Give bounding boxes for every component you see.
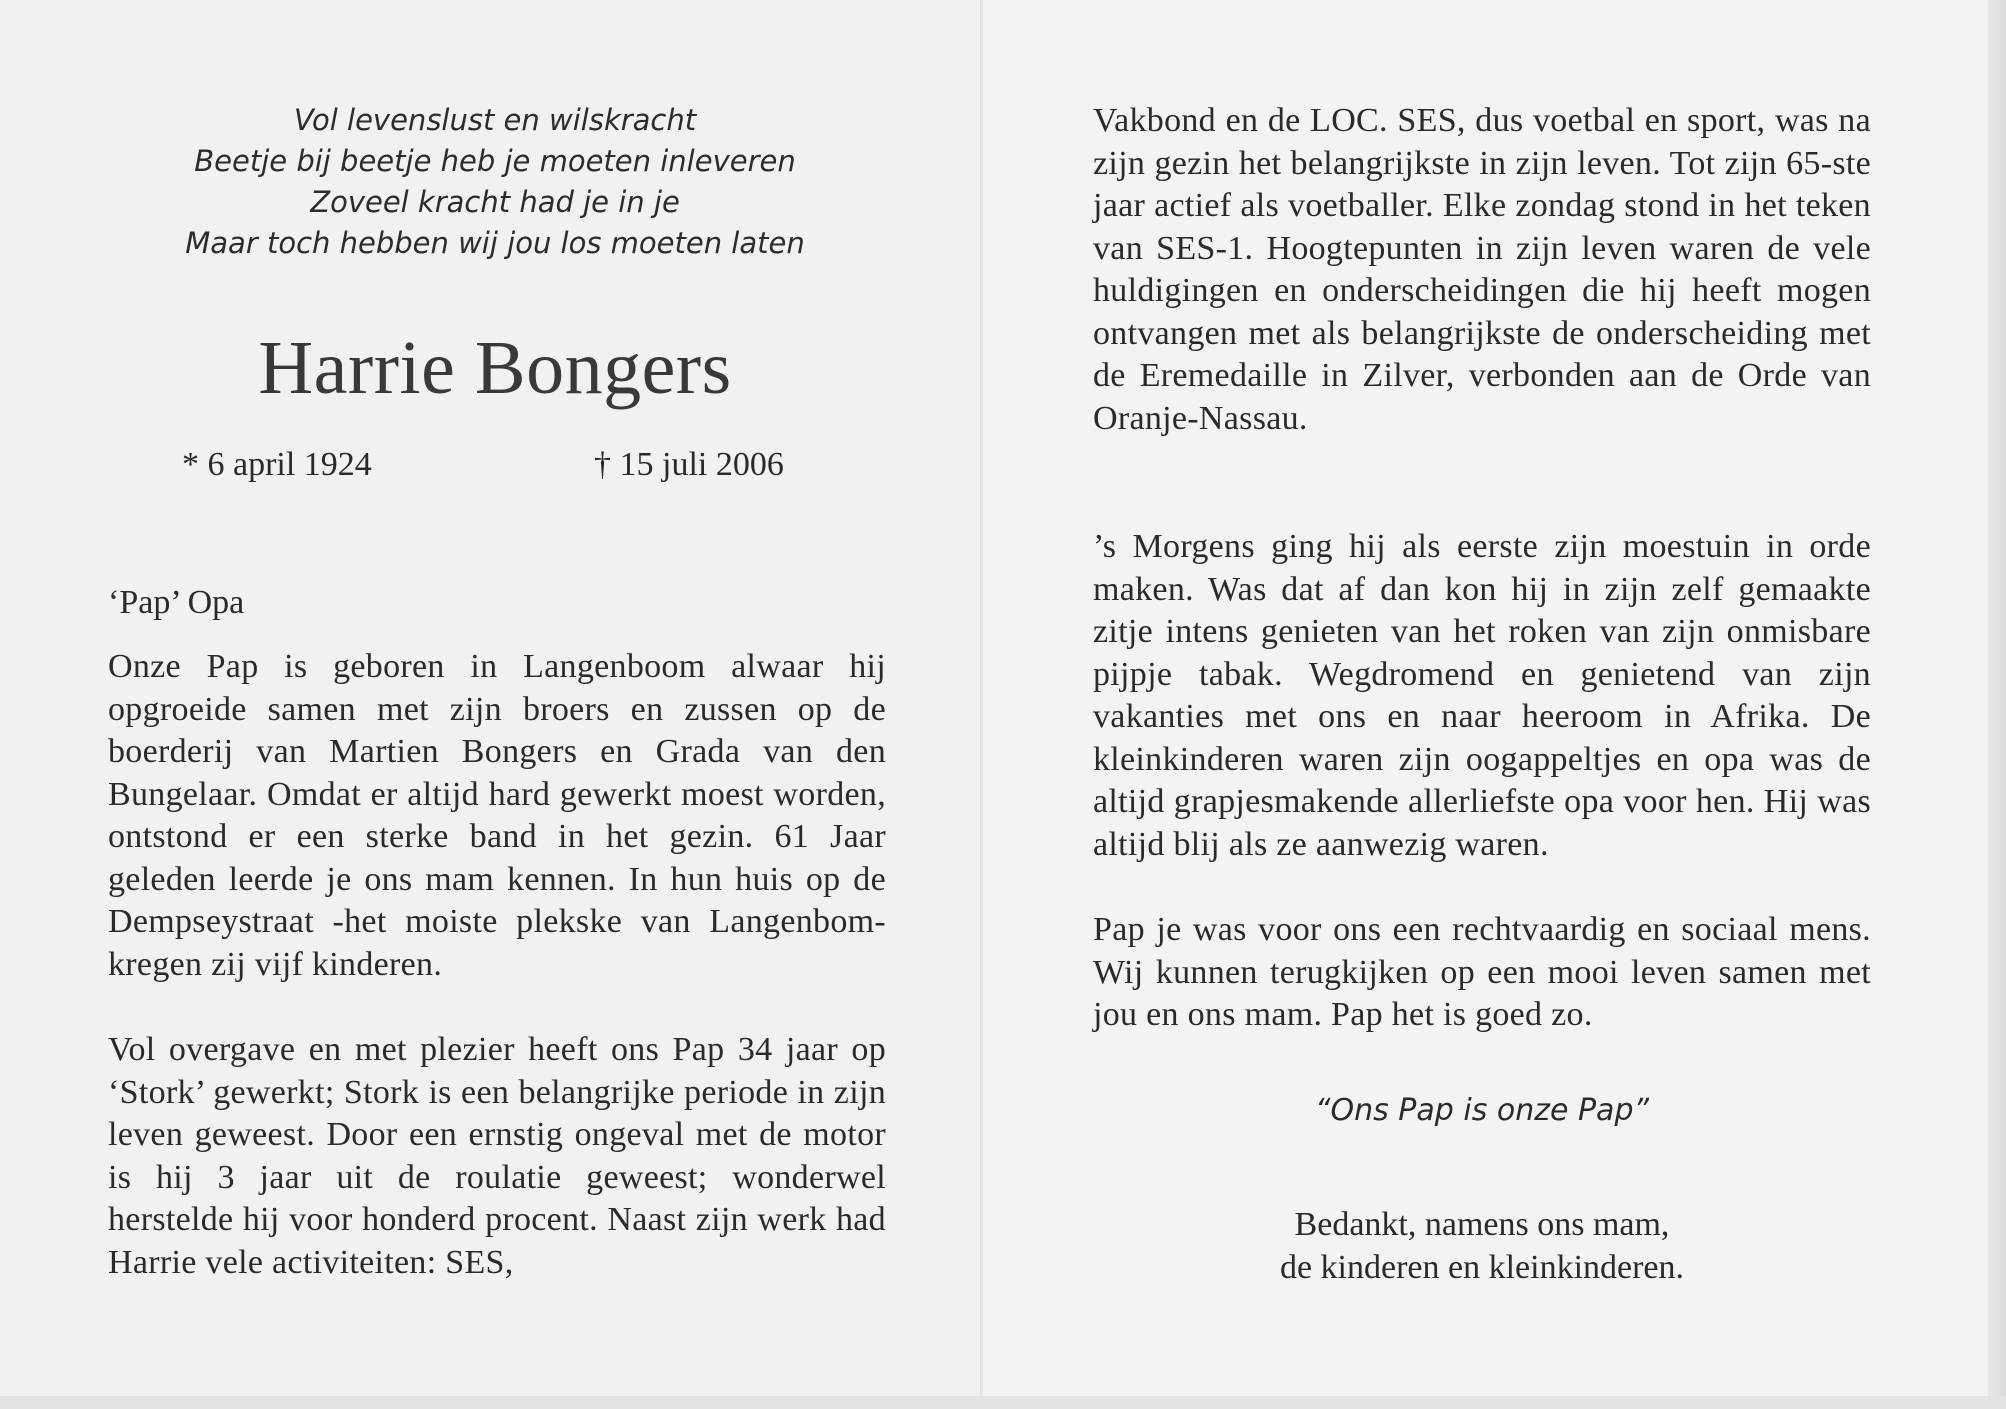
deceased-name: Harrie Bongers [258, 326, 732, 410]
poem-line: Maar toch hebben wij jou los moeten laten [185, 226, 805, 260]
poem-line: Beetje bij beetje heb je moeten inleveren [194, 144, 796, 178]
salutation: ‘Pap’ Opa [108, 584, 245, 621]
thanks-line: Bedankt, namens ons mam, [1294, 1206, 1670, 1243]
paragraph-tribute: Pap je was voor ons een rechtvaardig en sociaal mens. Wij kunnen terugkijken op een mooi leven samen met jou en ons mam. Pap het is goed zo. [1093, 911, 1871, 1033]
card-edge [1988, 0, 2006, 1409]
poem-line: Zoveel kracht had je in je [310, 185, 680, 219]
closing-quote: “Ons Pap is onze Pap” [1314, 1093, 1650, 1128]
paragraph-childhood: Onze Pap is geboren in Langenboom alwaar hij opgroeide samen met zijn broers en zussen op de boerderij van Martien Bongers en Grada van den Bungelaar. Omdat er altijd hard gewerkt moest worden, ontstond er een sterke band in het gezin. 61 Jaar geleden leerde je ons mam kennen. In hun huis op de Dempseystraat -het moiste plekske van Langenbom- kregen zij vijf kinderen. [108, 648, 886, 983]
death-date: † 15 juli 2006 [594, 446, 784, 483]
paragraph-sport: Vakbond en de LOC. SES, dus voetbal en sport, was na zijn gezin het belangrijkste in zijn leven. Tot zijn 65-ste jaar actief als voetballer. Elke zondag stond in het teken van SES-1. Hoogtepunten in zijn leven waren de vele huldigingen en onderscheidingen die hij heeft mogen ontvangen met als belangrijkste de onderscheiding met de Eremedaille in Zilver, verbonden aan de Orde van Oranje-Nassau. [1093, 102, 1871, 437]
paragraph-work: Vol overgave en met plezier heeft ons Pap 34 jaar op ‘Stork’ gewerkt; Stork is een belangrijke periode in zijn leven geweest. Door een ernstig ongeval met de motor is hij 3 jaar uit de roulatie geweest; wonderwel herstelde hij voor honderd procent. Naast zijn werk had Harrie vele activiteiten: SES, [108, 1031, 886, 1281]
poem [110, 100, 880, 264]
poem-line: Vol levenslust en wilskracht [293, 103, 697, 137]
thanks-line: de kinderen en kleinkinderen. [1279, 1249, 1685, 1286]
birth-date: * 6 april 1924 [182, 446, 372, 483]
card-edge-bottom [0, 1396, 2006, 1409]
card-fold [980, 0, 983, 1409]
life-dates [0, 443, 982, 487]
thanks-note [1093, 1203, 1871, 1289]
paragraph-hobbies: ’s Morgens ging hij als eerste zijn moestuin in orde maken. Was dat af dan kon hij in zijn zelf gemaakte zitje intens genieten van het roken van zijn onmisbare pijpje tabak. Wegdromend en genietend van zijn vakanties met ons en naar heeroom in Afrika. De kleinkinderen waren zijn oogappeltjes en opa was de altijd grapjesmakende allerliefste opa voor hen. Hij was altijd blij als ze aanwezig waren. [1093, 528, 1871, 863]
